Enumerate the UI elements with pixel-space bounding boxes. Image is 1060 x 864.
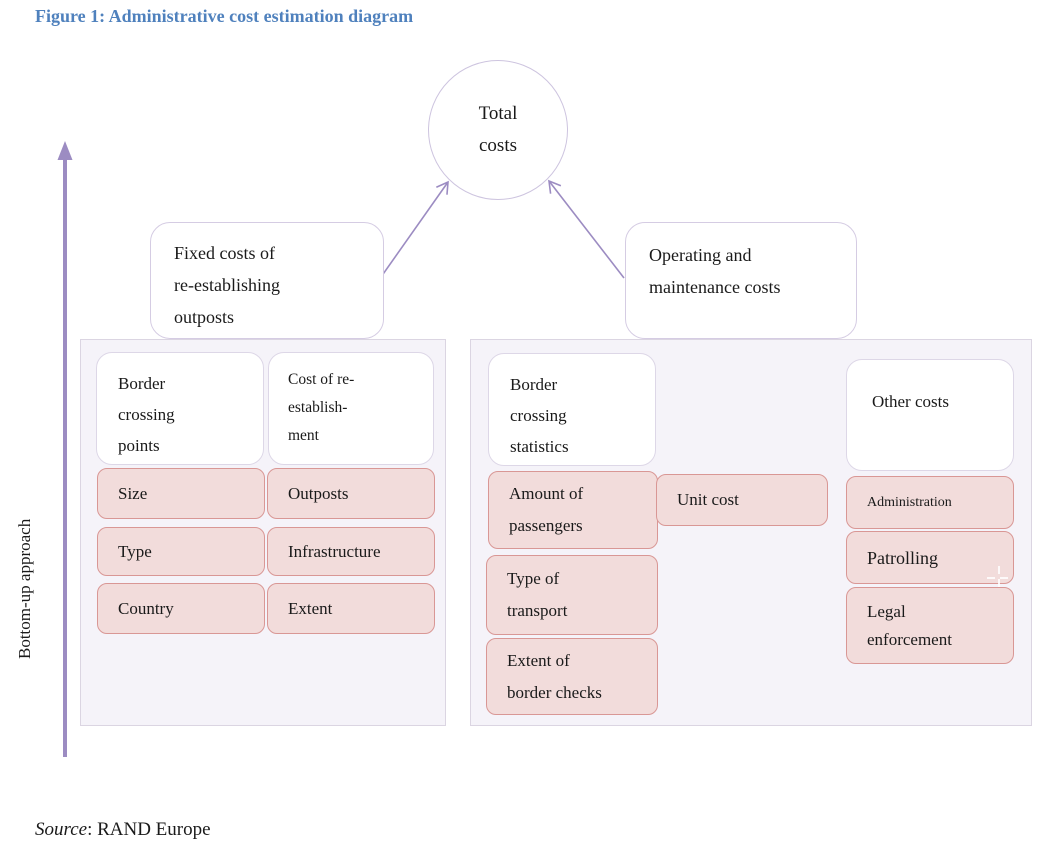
cell-amount-of-passengers: [488, 471, 658, 549]
cell-outposts-label: Outposts: [288, 483, 349, 503]
cell-size-label: Size: [118, 483, 148, 503]
cre-line1: Cost of re-: [288, 371, 355, 388]
source-label: Source: [35, 819, 88, 840]
cell-extent-label: Extent: [288, 598, 333, 618]
source-text: : RAND Europe: [87, 819, 211, 840]
cre-line2: establish-: [288, 399, 348, 416]
fixed-costs-line1: Fixed costs of: [174, 243, 275, 263]
bcs-line2: crossing: [510, 406, 567, 425]
fixed-costs-line2: re-establishing: [174, 275, 280, 295]
cre-line3: ment: [288, 427, 319, 444]
legal-line2: enforcement: [867, 629, 952, 649]
cost-of-reestablishment-box: [268, 352, 434, 465]
cell-country-label: Country: [118, 598, 174, 618]
checks-line2: border checks: [507, 682, 602, 702]
cell-size: [97, 468, 265, 519]
cell-type-of-transport: [486, 555, 658, 635]
cell-extent: [267, 583, 435, 634]
cell-unit-cost: [656, 474, 828, 526]
fixed-costs-line3: outposts: [174, 307, 235, 327]
cell-type: [97, 527, 265, 576]
cell-infrastructure: [267, 527, 435, 576]
cell-legal-enforcement: [846, 587, 1014, 664]
border-crossing-statistics-box: [488, 353, 656, 466]
operating-costs-panel: [470, 339, 1032, 726]
cell-extent-of-border-checks: [486, 638, 658, 715]
bcs-line1: Border: [510, 375, 558, 394]
bottom-up-arrow: [58, 141, 73, 757]
bcp-line3: points: [118, 436, 160, 455]
cell-country: [97, 583, 265, 634]
total-costs-label-line1: Total: [478, 103, 518, 124]
operating-costs-node: [625, 222, 857, 339]
bcs-line3: statistics: [510, 437, 569, 456]
transport-line1: Type of: [507, 569, 560, 588]
bcp-line1: Border: [118, 374, 166, 393]
amount-line2: passengers: [509, 516, 583, 535]
administration-label: Administration: [867, 494, 952, 510]
cell-administration: [846, 476, 1014, 529]
transport-line2: transport: [507, 601, 568, 620]
other-costs-label: Other costs: [872, 392, 949, 411]
patrolling-label: Patrolling: [867, 547, 938, 568]
amount-line1: Amount of: [509, 484, 584, 503]
source-caption: [35, 819, 211, 841]
cell-infrastructure-label: Infrastructure: [288, 541, 381, 561]
legal-line1: Legal: [867, 601, 906, 621]
arrow-fixed-to-total: [381, 182, 448, 277]
arrow-operating-to-total: [549, 181, 624, 278]
border-crossing-points-box: [96, 352, 264, 465]
total-costs-node: [428, 60, 568, 200]
fixed-costs-panel: [80, 339, 446, 726]
other-costs-box: [846, 359, 1014, 471]
figure-title: Figure 1: Administrative cost estimation diagram: [35, 6, 414, 26]
total-costs-label-line2: costs: [479, 135, 517, 156]
bottom-up-approach-label: Bottom-up approach: [15, 518, 34, 659]
operating-costs-line2: maintenance costs: [649, 277, 781, 297]
cell-type-label: Type: [118, 541, 152, 561]
cell-outposts: [267, 468, 435, 519]
bcp-line2: crossing: [118, 405, 175, 424]
operating-costs-line1: Operating and: [649, 245, 752, 265]
unit-cost-label: Unit cost: [677, 490, 739, 509]
checks-line1: Extent of: [507, 650, 570, 670]
fixed-costs-node: [150, 222, 384, 339]
crosshair-cursor: [987, 566, 1011, 590]
